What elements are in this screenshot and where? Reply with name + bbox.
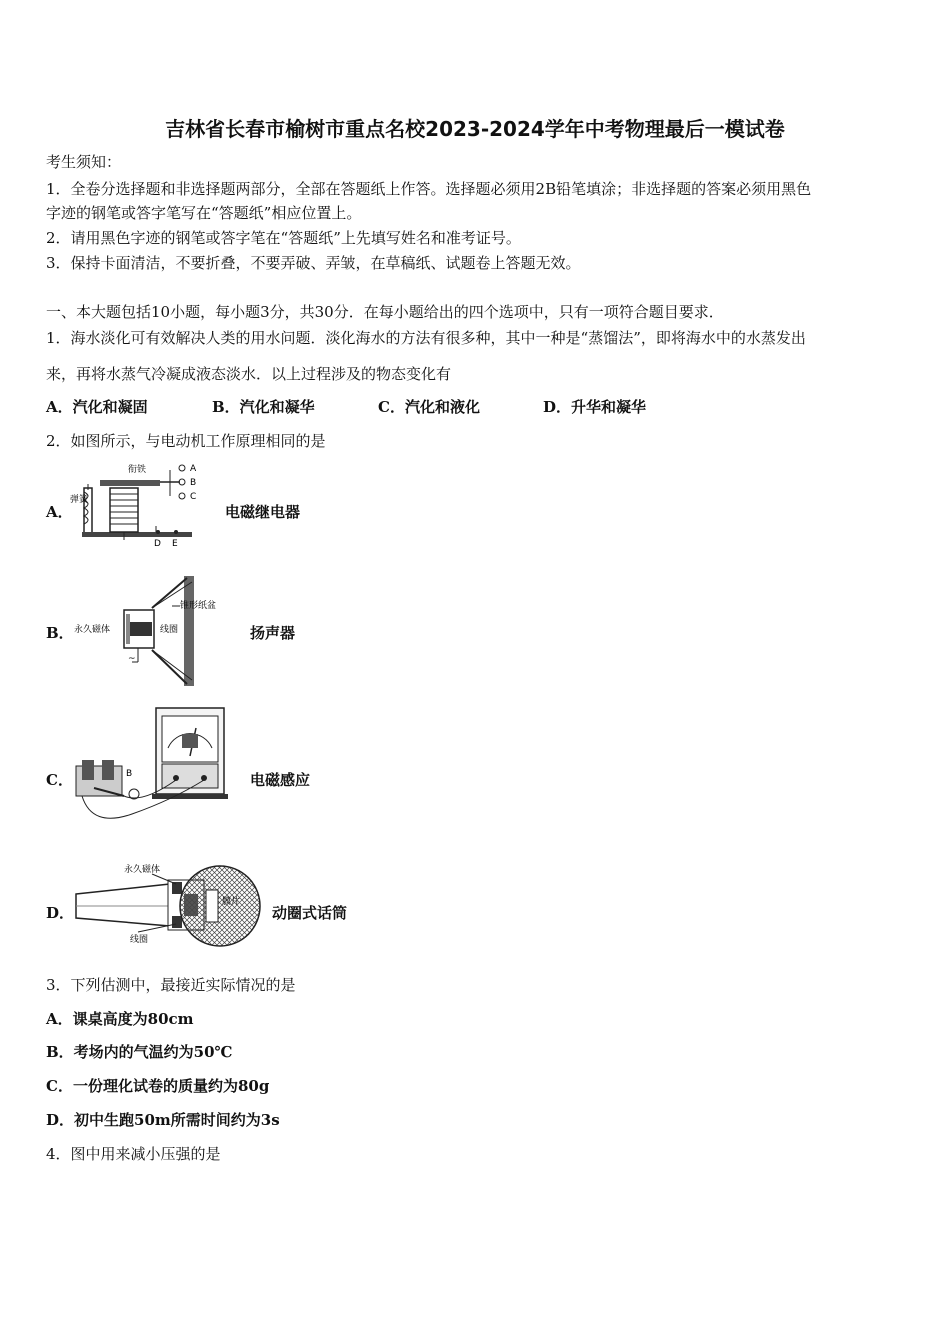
notice-item-3: 3．保持卡面清洁，不要折叠，不要弄破、弄皱，在草稿纸、试题卷上答题无效。 (46, 254, 581, 272)
relay-label-a: A (190, 464, 197, 474)
q1-line-2: 来，再将水蒸气冷凝成液态淡水．以上过程涉及的物态变化有 (46, 365, 452, 383)
q3-stem: 3．下列估测中，最接近实际情况的是 (46, 976, 296, 994)
q2-a-letter: A． (46, 503, 73, 521)
q3-option-c: C．一份理化试卷的质量约为80g (46, 1077, 270, 1095)
speaker-label-magnet: 永久磁体 (74, 625, 111, 635)
relay-label-e: E (172, 539, 178, 549)
q2-c-text: 电磁感应 (250, 771, 311, 789)
induction-figure (72, 704, 232, 830)
q2-b-letter: B． (46, 624, 74, 642)
q1-option-b: B．汽化和凝华 (212, 398, 315, 416)
speaker-label-coil: 线圈 (160, 625, 179, 635)
q4-stem: 4．图中用来减小压强的是 (46, 1145, 221, 1163)
microphone-label-diaphragm: 膜片 (222, 897, 241, 907)
notice-item-2: 2．请用黑色字迹的钢笔或答字笔在“答题纸”上先填写姓名和准考证号。 (46, 229, 521, 247)
notice-item-1-line-1: 1．全卷分选择题和非选择题两部分，全部在答题纸上作答。选择题必须用2B铅笔填涂；非选择题的答案必须用黑色 (46, 180, 812, 198)
q2-a-text: 电磁继电器 (225, 503, 301, 521)
microphone-label-magnet: 永久磁体 (124, 865, 161, 875)
svg-text:~: ~ (128, 654, 136, 664)
q3-option-b: B．考场内的气温约为50℃ (46, 1043, 233, 1061)
q2-d-letter: D． (46, 904, 75, 922)
section-heading: 一、本大题包括10小题，每小题3分，共30分．在每小题给出的四个选项中，只有一项符合题目要求． (46, 303, 724, 321)
relay-label-d: D (154, 539, 161, 549)
q2-d-text: 动圈式话筒 (272, 904, 348, 922)
notice-heading: 考生须知： (46, 153, 122, 171)
q2-c-letter: C． (46, 771, 73, 789)
relay-label-spring: 弹簧 (70, 495, 89, 505)
speaker-label-cone: 锥形纸盆 (180, 601, 217, 611)
speaker-figure (72, 570, 232, 692)
q1-option-c: C．汽化和液化 (378, 398, 480, 416)
relay-figure (70, 460, 210, 550)
q1-line-1: 1．海水淡化可有效解决人类的用水问题．淡化海水的方法有很多种，其中一种是“蒸馏法”，即将海水中的水蒸发出 (46, 329, 806, 347)
q2-b-text: 扬声器 (250, 624, 296, 642)
microphone-label-coil: 线圈 (130, 935, 149, 945)
q1-option-a: A．汽化和凝固 (46, 398, 148, 416)
q2-stem: 2．如图所示，与电动机工作原理相同的是 (46, 432, 326, 450)
relay-label-armature: 衔铁 (128, 465, 147, 475)
induction-label-b: B (126, 769, 133, 779)
microphone-figure (72, 860, 262, 950)
q1-option-d: D．升华和凝华 (543, 398, 647, 416)
q3-option-d: D．初中生跑50m所需时间约为3s (46, 1111, 280, 1129)
q3-option-a: A．课桌高度为80cm (46, 1010, 194, 1028)
notice-item-1-line-2: 字迹的钢笔或答字笔写在“答题纸”相应位置上。 (46, 204, 362, 222)
relay-label-b: B (190, 478, 197, 488)
page-title: 吉林省长春市榆树市重点名校2023-2024学年中考物理最后一模试卷 (165, 117, 785, 141)
relay-label-c: C (190, 492, 197, 502)
